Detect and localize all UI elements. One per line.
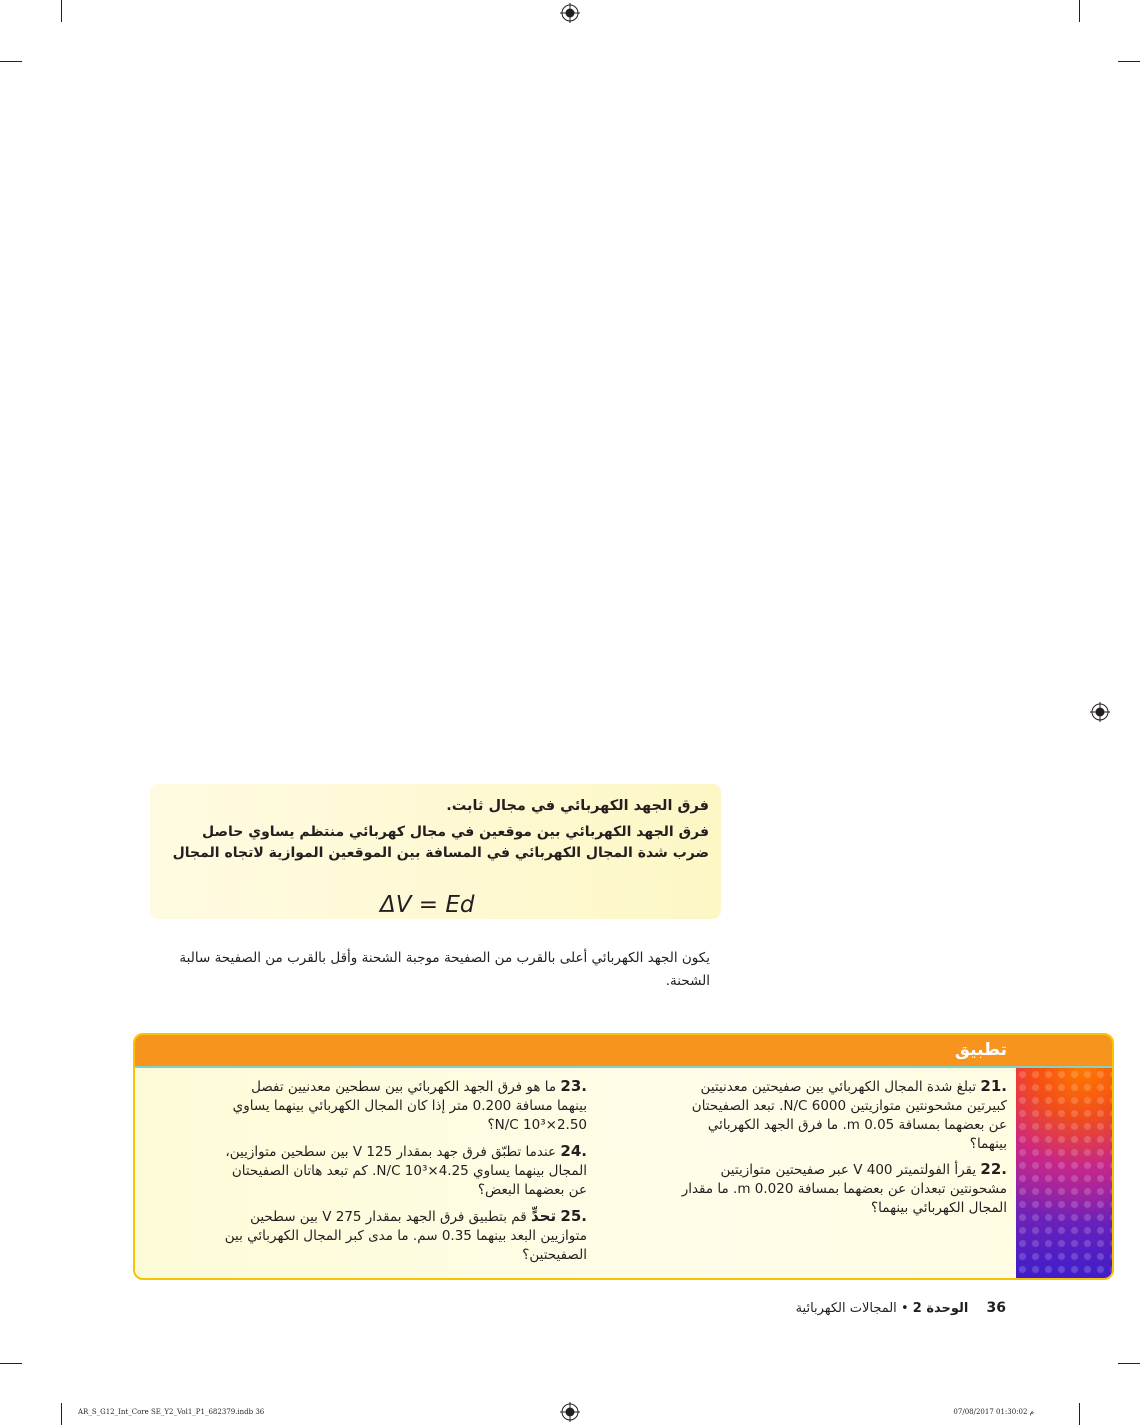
page-number: 36 — [986, 1300, 1006, 1316]
problem-item — [677, 1160, 1007, 1218]
problem-number: .25 — [560, 1207, 587, 1225]
problem-number: .22 — [980, 1160, 1007, 1178]
registration-mark-icon — [560, 1402, 580, 1422]
practice-box — [133, 1033, 1114, 1280]
key-concept-box — [150, 784, 721, 919]
unit-label: الوحدة 2 — [912, 1301, 969, 1316]
body-paragraph: يكون الجهد الكهربائي أعلى بالقرب من الصفيحة موجبة الشحنة وأقل بالقرب من الصفيحة سالبة الشحنة. — [179, 950, 710, 989]
problem-number: .24 — [560, 1142, 587, 1160]
crop-mark — [1118, 1363, 1140, 1364]
crop-mark — [0, 1363, 22, 1364]
crop-mark — [0, 61, 22, 62]
key-concept-title: فرق الجهد الكهربائي في مجال ثابت. — [446, 798, 709, 814]
crop-mark — [61, 0, 62, 22]
key-concept-formula: ΔV = Ed — [380, 892, 475, 918]
footer-bullet: • — [900, 1301, 909, 1316]
challenge-label: تحدٍّ — [531, 1207, 557, 1225]
registration-mark-icon — [560, 3, 580, 23]
practice-header-title: تطبيق — [954, 1040, 1007, 1060]
page-footer — [796, 1300, 1006, 1316]
problem-item — [222, 1077, 587, 1135]
crop-mark — [1079, 1403, 1080, 1425]
problem-text: تبلغ شدة المجال الكهربائي بين صفيحتين معدنيتين كبيرتين مشحونتين متوازيتين N/C 6000. تبعد الصفيحتان عن بعضهما بمسافة m 0.05. ما فرق الجهد الكهربائي بينهما؟ — [691, 1079, 1007, 1152]
key-concept-description: فرق الجهد الكهربائي بين موقعين في مجال كهربائي منتظم يساوي حاصل ضرب شدة المجال الكهربائي في المسافة بين الموقعين الموازية لاتجاه المجال — [172, 824, 709, 861]
problem-text: ما هو فرق الجهد الكهربائي بين سطحين معدنيين تفصل بينهما مسافة 0.200 متر إذا كان المجال الكهربائي بينهما يساوي 2.50×10³ N/C؟ — [232, 1079, 587, 1133]
problem-text: قم بتطبيق فرق الجهد بمقدار V 275 بين سطحين متوازيين البعد بينهما 0.35 سم. ما مدى كبر المجال الكهربائي بين الصفيحتين؟ — [224, 1209, 587, 1263]
problem-text: يقرأ الفولتميتر V 400 عبر صفيحتين متوازيتين مشحونتين تبعدان عن بعضهما بمسافة m 0.020. ما مقدار المجال الكهربائي بينهما؟ — [681, 1162, 1007, 1216]
problem-number: .21 — [980, 1077, 1007, 1095]
practice-header — [135, 1035, 1112, 1068]
registration-mark-icon — [1090, 702, 1110, 722]
problem-item — [222, 1207, 587, 1265]
print-slug-right: 07/08/2017 01:30:02 م — [953, 1408, 1034, 1416]
crop-mark — [1118, 61, 1140, 62]
crop-mark — [1079, 0, 1080, 22]
decorative-pattern — [1016, 1068, 1112, 1278]
crop-mark — [61, 1403, 62, 1425]
problem-item — [677, 1077, 1007, 1154]
chapter-title: المجالات الكهربائية — [795, 1301, 897, 1316]
print-slug-left: AR_S_G12_Int_Core SE_Y2_Vol1_P1_682379.indb 36 — [78, 1408, 265, 1416]
problem-item — [222, 1142, 587, 1200]
problem-text: عندما تطبّق فرق جهد بمقدار V 125 بين سطحين متوازيين، المجال بينهما يساوي 4.25×10³ N/C. كم تبعد هاتان الصفيحتان عن بعضهما البعض؟ — [225, 1144, 587, 1198]
problem-number: .23 — [560, 1077, 587, 1095]
